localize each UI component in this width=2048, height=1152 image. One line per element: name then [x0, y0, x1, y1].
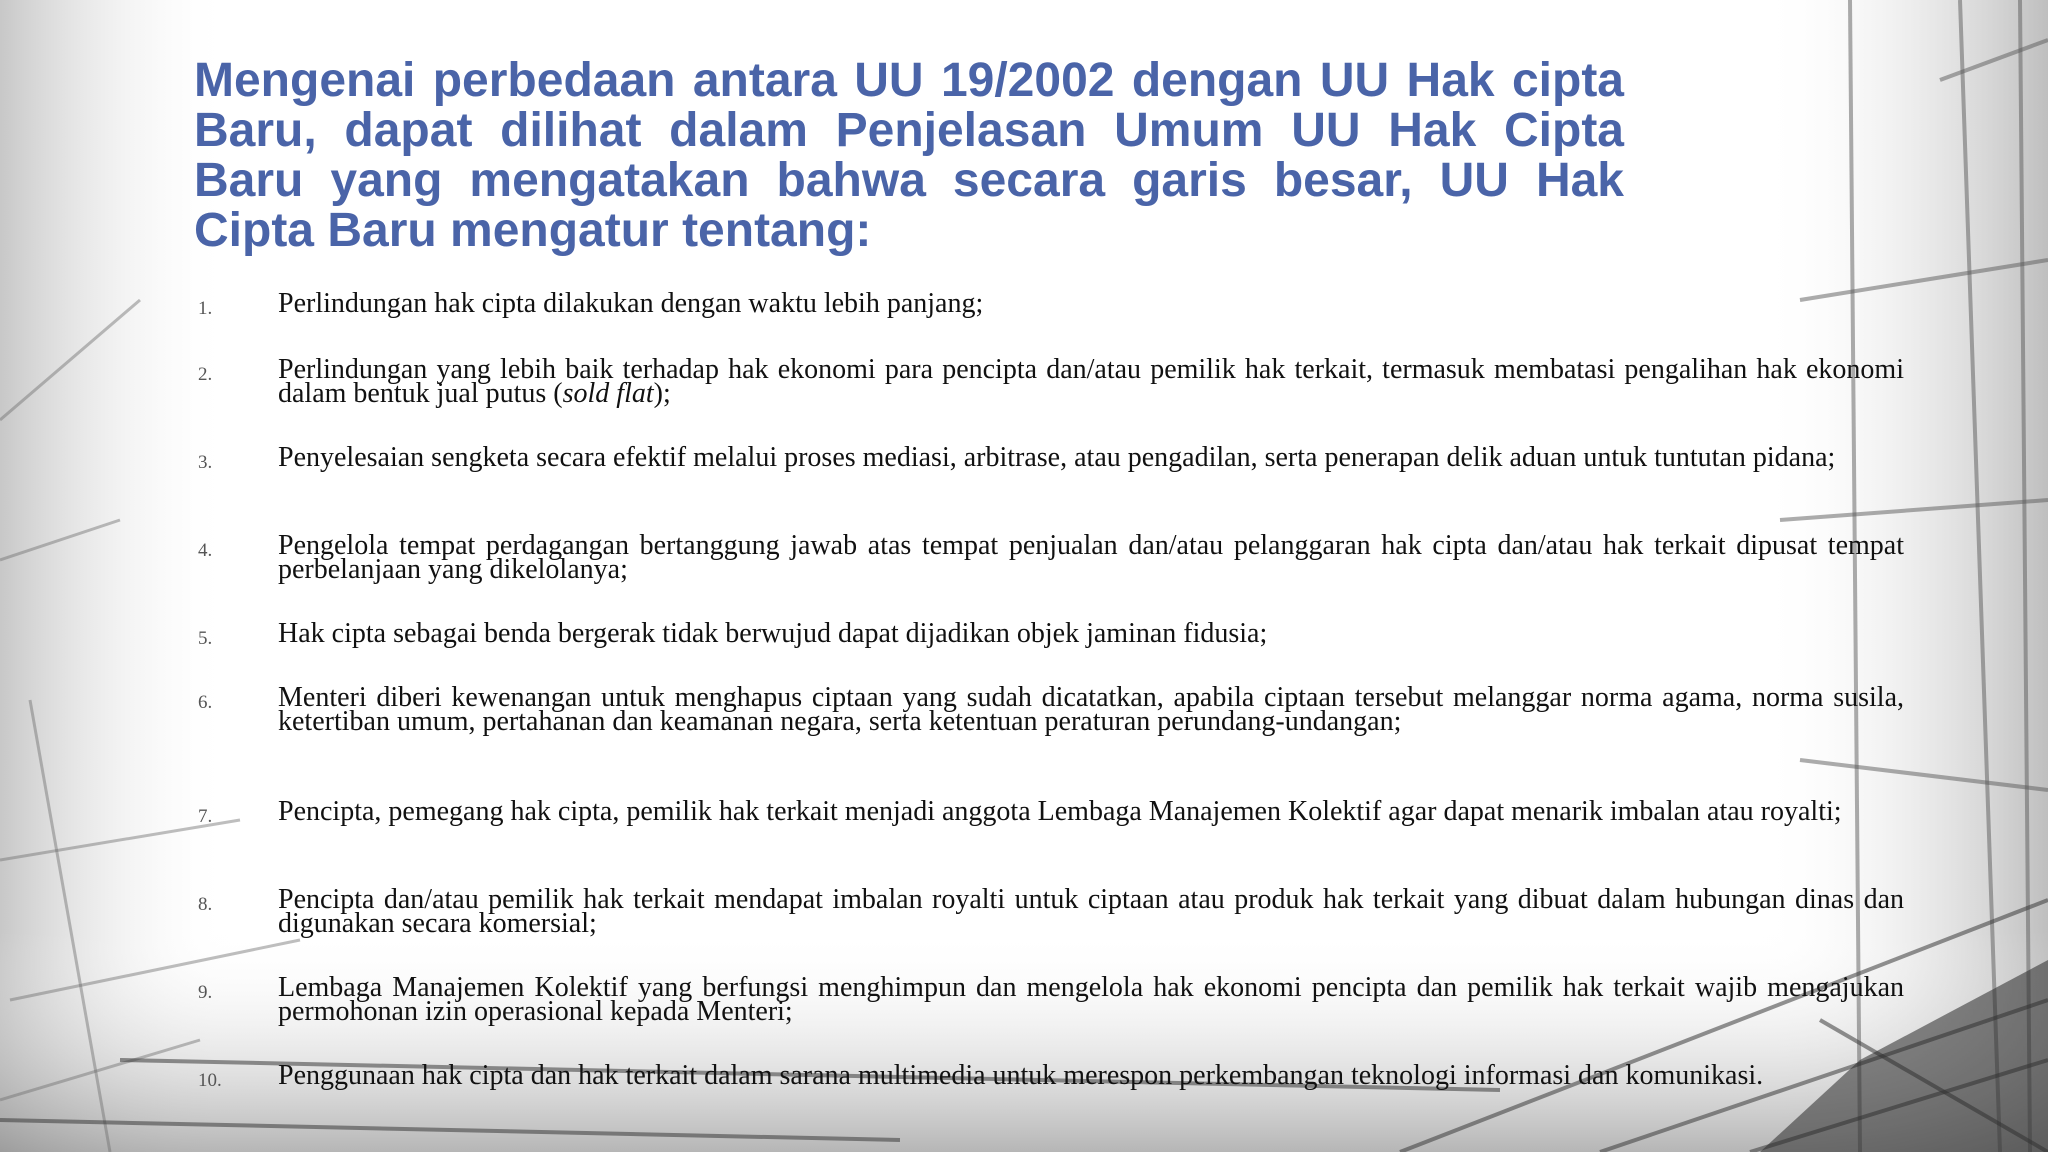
list-item-number: 5.	[198, 628, 213, 649]
list-item-number: 6.	[198, 692, 213, 713]
list-item-number: 7.	[198, 806, 213, 827]
slide-title: Mengenai perbedaan antara UU 19/2002 dengan UU Hak cipta Baru, dapat dilihat dalam Penjelasan Umum UU Hak Cipta Baru yang mengatakan bahwa secara garis besar, UU Hak Cipta Baru mengatur tentang:	[194, 54, 1624, 257]
list-item-text: Lembaga Manajemen Kolektif yang berfungsi menghimpun dan mengelola hak ekonomi pencipta dan pemilik hak terkait wajib mengajukan permohonan izin operasional kepada Menteri;	[278, 972, 1904, 1027]
list-item-text: Hak cipta sebagai benda bergerak tidak berwujud dapat dijadikan objek jaminan fidusia;	[278, 618, 1268, 649]
list-item-number: 9.	[198, 982, 213, 1003]
list-item-italic-term: sold flat	[562, 378, 654, 409]
list-item-text: Pencipta, pemegang hak cipta, pemilik hak terkait menjadi anggota Lembaga Manajemen Kolektif agar dapat menarik imbalan atau royalti;	[278, 796, 1842, 827]
list-item-number: 10.	[198, 1070, 222, 1091]
list-item-text: Pengelola tempat perdagangan bertanggung jawab atas tempat penjualan dan/atau pelanggaran hak cipta dan/atau hak terkait dipusat tempat perbelanjaan yang dikelolanya;	[278, 530, 1904, 585]
list-item-text: Menteri diberi kewenangan untuk menghapus ciptaan yang sudah dicatatkan, apabila ciptaan tersebut melanggar norma agama, norma susila, ketertiban umum, pertahanan dan keamanan negara, serta ketentuan peraturan perundang-undangan;	[278, 682, 1904, 737]
list-item-number: 3.	[198, 452, 213, 473]
list-item-text: Penggunaan hak cipta dan hak terkait dalam sarana multimedia untuk merespon perkembangan teknologi informasi dan komunikasi.	[278, 1060, 1764, 1091]
list-item-number: 1.	[198, 298, 213, 319]
list-item-text	[278, 354, 1904, 409]
list-item-number: 8.	[198, 894, 213, 915]
list-item-text-part: );	[653, 378, 671, 409]
list-item-number: 4.	[198, 540, 213, 561]
list-item-text: Pencipta dan/atau pemilik hak terkait mendapat imbalan royalti untuk ciptaan atau produk hak terkait yang dibuat dalam hubungan dinas dan digunakan secara komersial;	[278, 884, 1904, 939]
list-item-text-part: Perlindungan yang lebih baik terhadap hak ekonomi para pencipta dan/atau pemilik hak terkait, termasuk membatasi pengalihan hak ekonomi dalam bentuk jual putus (	[278, 354, 1904, 409]
list-item-text: Perlindungan hak cipta dilakukan dengan waktu lebih panjang;	[278, 288, 984, 319]
list-item-number: 2.	[198, 364, 213, 385]
list-item-text: Penyelesaian sengketa secara efektif melalui proses mediasi, arbitrase, atau pengadilan, serta penerapan delik aduan untuk tuntutan pidana;	[278, 442, 1836, 473]
